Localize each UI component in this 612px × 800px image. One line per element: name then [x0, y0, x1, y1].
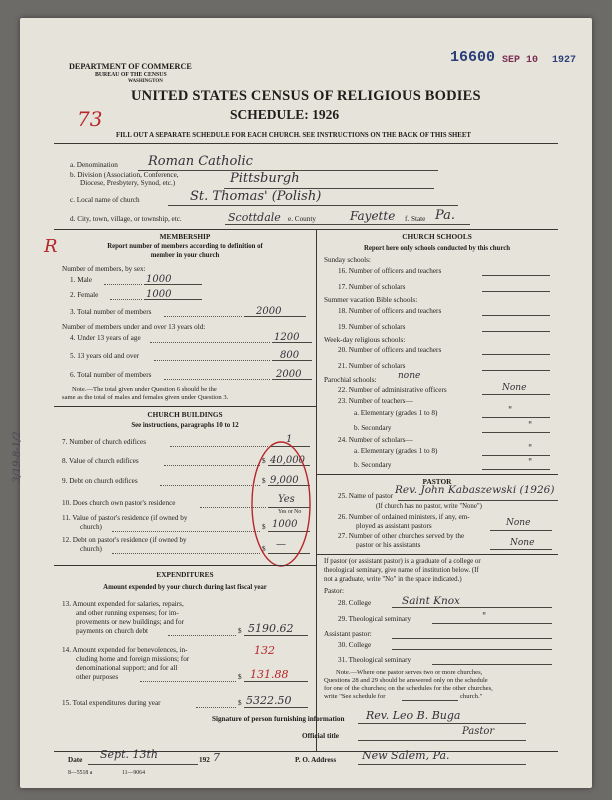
q25-label: 25. Name of pastor	[338, 492, 394, 500]
q14-label-2: cluding home and foreign missions; for	[76, 655, 190, 663]
local-name-label: c. Local name of church	[70, 196, 140, 204]
pastor-note-5: church."	[460, 693, 483, 700]
q14-label-4: other purposes	[76, 673, 119, 681]
city-town-label: d. City, town, village, or township, etc.	[70, 215, 182, 223]
membership-note-2: same as the total of males and females given under Question 3.	[62, 394, 229, 401]
q8-value: 40,000	[270, 455, 305, 466]
census-schedule-form: DEPARTMENT OF COMMERCE BUREAU OF THE CENSUS WASHINGTON 16600 SEP 10 1927 UNITED STATES CENSUS OF RELIGIOUS BODIES SCHEDULE: 1926 73 FILL OUT A SEPARATE SCHEDULE FOR EACH CHURCH. SEE INSTRUCTIONS ON THE BACK OF THIS SHEET a. Denomination Roman Catholic b. Division (Association, Conference, Diocese, Presbytery, Synod, etc.) Pittsburgh c. Local name of church St. Thomas' (Polish) d. City, town, village, or township, etc. Scottdale e. County Fayette f. State Pa. R MEMBERSHIP Report number of members according to definition of member in your church Number of members, by sex: 1. Male 1000 2. Female 1000 3. Total number of members 2000 Number of members under and over 13 years old: 4. Under 13 years of age 1200 5. 13 years old and over 800 6. Total number of members 2000 Note.—The total given under Question 6 should be the same as the total of males and females given under Question 3. CHURCH BUILDINGS See instructions, paragraphs 10 to 12 7. Number of church edifices 1 8. Value of church edifices $ 40,000 9. Debt on church edifices $ 9,000 10. Does church own pastor's residence Yes Yes or No 11. Value of pastor's residence (if owned by church) $ 1000 12. Debt on pastor's residence (if owned by church) $ — EXPENDITURES Amount expended by your church during last fiscal year 13. Amount expended for salaries, repairs, and other running expenses; for im- provements or new buildings; and for payments on church debt $ 5190.62 14. Amount expended for benevolences, in- cluding home and foreign missions; for denominational support; and for all other purposes 132 $ 131.88 15. Total expenditures during year $ 5322.50 CHURCH SCHOOLS Report here only schools conducted by this church Sunday schools: 16. Number of officers and teachers 17. Number of scholars Summer vacation Bible schools: 18. Number of officers and teachers 19. Number of scholars Week-day religious schools: 20. Number of officers and teachers 21. Number of scholars Parochial schools: none 22. Number of administrative officers None 23. Number of teachers— a. Elementary (grades 1 to 8) " b. Secondary " 24. Number of scholars— a. Elementary (grades 1 to 8) " b. Secondary " PASTOR 25. Name of pastor Rev. John Kabaszewski (1926) (If church has no pastor, write "None") 26. Number of ordained ministers, if any, em- ployed as assistant pastors None 27. Number of other churches served by the pastor or his assistants None If pastor (or assistant pastor) is a graduate of a college or theological seminary, give name of institution below. (If not a graduate, write "No" in the space indicated.) Pastor: 28. College Saint Knox 29. Theological seminary " Assistant pastor: 30. College 31. Theological seminary Note.—Where one pastor serves two or more churches, Questions 28 and 29 should be answered only on the schedule for one of the churches; on the schedules for the other churches, write "See schedule for church." Signature of person furnishing information Rev. Leo B. Buga Official title Pastor Date Sept. 13th 192 7 P. O. Address New Salem, Pa. 8—5518 a 11—9064 3/19-8-1/2	[20, 18, 592, 788]
city-label: WASHINGTON	[128, 79, 163, 84]
q23b-label: b. Secondary	[354, 424, 392, 432]
po-address-label: P. O. Address	[295, 756, 337, 764]
print-code: 8—5518 a	[68, 770, 93, 776]
form-title: UNITED STATES CENSUS OF RELIGIOUS BODIES	[131, 88, 481, 104]
po-address-value: New Salem, Pa.	[362, 749, 450, 762]
expenditures-sub: Amount expended by your church during last fiscal year	[103, 584, 267, 591]
q13-label-3: provements or new buildings; and for	[76, 618, 184, 626]
city-value: Scottdale	[228, 211, 281, 224]
red-oval-annotation	[248, 438, 314, 570]
year-label: 192	[199, 756, 210, 764]
q17-label: 17. Number of scholars	[338, 283, 406, 291]
date-value: Sept. 13th	[100, 748, 159, 761]
stamp-date: SEP 10	[502, 55, 539, 66]
q1-value: 1000	[146, 274, 172, 285]
parochial-label: Parochial schools:	[324, 376, 377, 384]
department-label: DEPARTMENT OF COMMERCE	[69, 62, 192, 71]
assistant-label: Assistant pastor:	[324, 630, 372, 638]
parochial-value: none	[398, 371, 421, 381]
q18-label: 18. Number of officers and teachers	[338, 307, 442, 315]
red-number-annotation: 73	[77, 107, 103, 131]
q19-label: 19. Number of scholars	[338, 323, 406, 331]
graduate-note-3: not a graduate, write "No" in the space indicated.)	[324, 576, 462, 583]
q6-label: 6. Total number of members	[70, 371, 152, 379]
q14-label-1: 14. Amount expended for benevolences, in-	[62, 646, 188, 654]
schedule-title: SCHEDULE: 1926	[230, 107, 340, 122]
q23b-value: "	[528, 421, 533, 431]
membership-sub-2: member in your church	[150, 252, 220, 259]
pastor-note-1: Note.—Where one pastor serves two or more churches,	[336, 669, 483, 676]
buildings-sub: See instructions, paragraphs 10 to 12	[131, 422, 239, 429]
membership-note-1: Note.—The total given under Question 6 should be the	[72, 386, 217, 393]
q10-label: 10. Does church own pastor's residence	[62, 499, 176, 507]
official-title-label: Official title	[302, 732, 339, 740]
q24a-value: "	[528, 444, 533, 454]
date-label: Date	[68, 756, 83, 764]
membership-heading: MEMBERSHIP	[159, 232, 211, 241]
summer-label: Summer vacation Bible schools:	[324, 296, 418, 304]
city-county-line	[225, 224, 470, 225]
q3-label: 3. Total number of members	[70, 308, 152, 316]
stamp-number: 16600	[450, 49, 496, 66]
q23a-value: "	[508, 406, 513, 416]
q1-label: 1. Male	[70, 276, 92, 284]
division-label-1: b. Division (Association, Conference,	[70, 171, 179, 179]
q8-label: 8. Value of church edifices	[62, 457, 139, 465]
q25-hint: (If church has no pastor, write "None")	[376, 503, 482, 510]
denomination-value: Roman Catholic	[148, 154, 253, 169]
q13-label-4: payments on church debt	[76, 627, 149, 635]
pastor-heading: PASTOR	[422, 477, 452, 486]
q6-value: 2000	[276, 369, 302, 380]
q15-value: 5322.50	[246, 694, 292, 707]
q13-label-2: and other running expenses; for im-	[76, 609, 179, 617]
q2-value: 1000	[146, 289, 172, 300]
q14-value: 131.88	[250, 668, 289, 681]
q23-label: 23. Number of teachers—	[338, 397, 413, 405]
q15-label: 15. Total expenditures during year	[62, 699, 161, 707]
red-letter-annotation: R	[44, 236, 58, 257]
schools-sub: Report here only schools conducted by this church	[363, 245, 511, 252]
header-rule	[54, 143, 558, 144]
q5-label: 5. 13 years old and over	[70, 352, 140, 360]
county-label: e. County	[288, 215, 316, 223]
q16-label: 16. Number of officers and teachers	[338, 267, 442, 275]
q26-value: None	[506, 518, 531, 528]
q9-label: 9. Debt on church edifices	[62, 477, 138, 485]
q27-label-2: pastor or his assistants	[356, 541, 421, 549]
graduate-note-1: If pastor (or assistant pastor) is a graduate of a college or	[324, 558, 481, 565]
signature-label: Signature of person furnishing information	[212, 715, 345, 723]
q7-label: 7. Number of church edifices	[62, 438, 147, 446]
q11-label-2: church)	[80, 523, 102, 531]
q24a-label: a. Elementary (grades 1 to 8)	[354, 447, 438, 455]
q13-value: 5190.62	[248, 622, 294, 635]
q10-value: Yes	[278, 494, 295, 505]
q30-label: 30. College	[338, 641, 372, 649]
division-label-2: Diocese, Presbytery, Synod, etc.)	[80, 179, 176, 187]
local-name-value: St. Thomas' (Polish)	[190, 189, 322, 204]
weekday-label: Week-day religious schools:	[324, 336, 406, 344]
denomination-label: a. Denomination	[70, 161, 118, 169]
q3-value: 2000	[256, 306, 282, 317]
q23a-label: a. Elementary (grades 1 to 8)	[354, 409, 438, 417]
pastor-note-3: for one of the churches; on the schedules for the other churches,	[324, 685, 493, 692]
q12-label-2: church)	[80, 545, 102, 553]
graduate-note-2: theological seminary, give name of institution below. (If	[324, 567, 479, 574]
by-sex-label: Number of members, by sex:	[62, 265, 146, 273]
column-divider	[316, 229, 317, 751]
sunday-label: Sunday schools:	[324, 256, 371, 264]
age-label: Number of members under and over 13 years old:	[62, 323, 206, 331]
state-value: Pa.	[435, 208, 456, 223]
q21-label: 21. Number of scholars	[338, 362, 406, 370]
q22-label: 22. Number of administrative officers	[338, 386, 447, 394]
q27-label-1: 27. Number of other churches served by the	[338, 532, 465, 540]
q14-label-3: denominational support; and for all	[76, 664, 178, 672]
year-value: 7	[213, 751, 220, 764]
official-title-value: Pastor	[462, 726, 495, 737]
q24b-label: b. Secondary	[354, 461, 392, 469]
pastor-note-4: write "See schedule for	[324, 693, 386, 700]
q4-label: 4. Under 13 years of age	[70, 334, 141, 342]
q4-value: 1200	[274, 332, 300, 343]
pastor-note-2: Questions 28 and 29 should be answered only on the schedule	[324, 677, 488, 684]
local-name-line	[168, 205, 458, 206]
q28-label: 28. College	[338, 599, 372, 607]
q11-label-1: 11. Value of pastor's residence (if owned by	[62, 514, 188, 522]
membership-sub-1: Report number of members according to definition of	[107, 243, 263, 250]
schools-heading: CHURCH SCHOOLS	[402, 232, 472, 241]
division-value: Pittsburgh	[230, 171, 300, 186]
pastor-label: Pastor:	[324, 587, 344, 595]
buildings-heading: CHURCH BUILDINGS	[147, 410, 223, 419]
q2-label: 2. Female	[70, 291, 99, 299]
state-label: f. State	[405, 215, 426, 223]
county-value: Fayette	[350, 209, 396, 223]
q26-label-1: 26. Number of ordained ministers, if any, em-	[338, 513, 470, 521]
q29-value: "	[482, 612, 487, 622]
q31-label: 31. Theological seminary	[338, 656, 412, 664]
q5-value: 800	[280, 350, 300, 361]
q12-value: —	[276, 539, 286, 550]
print-code-2: 11—9064	[122, 770, 145, 776]
q11-value: 1000	[272, 519, 298, 530]
bureau-label: BUREAU OF THE CENSUS	[95, 72, 167, 78]
q10-hint: Yes or No	[278, 509, 302, 515]
instruction-line: FILL OUT A SEPARATE SCHEDULE FOR EACH CHURCH. SEE INSTRUCTIONS ON THE BACK OF THIS SHEET	[116, 132, 471, 139]
q12-label-1: 12. Debt on pastor's residence (if owned by	[62, 536, 187, 544]
margin-pencil-note: 3/19-8-1/2	[12, 431, 23, 483]
q14-red-note: 132	[254, 644, 275, 657]
q9-value: 9,000	[270, 475, 299, 486]
q25-value: Rev. John Kabaszewski (1926)	[395, 484, 555, 496]
q7-value: 1	[286, 434, 293, 445]
q20-label: 20. Number of officers and teachers	[338, 346, 442, 354]
q22-value: None	[502, 383, 527, 393]
stamp-year: 1927	[552, 55, 577, 66]
q24-label: 24. Number of scholars—	[338, 436, 413, 444]
identification-rule	[54, 229, 558, 230]
q26-label-2: ployed as assistant pastors	[356, 522, 432, 530]
q29-label: 29. Theological seminary	[338, 615, 412, 623]
q13-label-1: 13. Amount expended for salaries, repairs,	[62, 600, 184, 608]
q24b-value: "	[528, 458, 533, 468]
q27-value: None	[510, 538, 535, 548]
signature-value: Rev. Leo B. Buga	[366, 709, 461, 722]
q28-value: Saint Knox	[402, 595, 460, 607]
expenditures-heading: EXPENDITURES	[156, 570, 214, 579]
